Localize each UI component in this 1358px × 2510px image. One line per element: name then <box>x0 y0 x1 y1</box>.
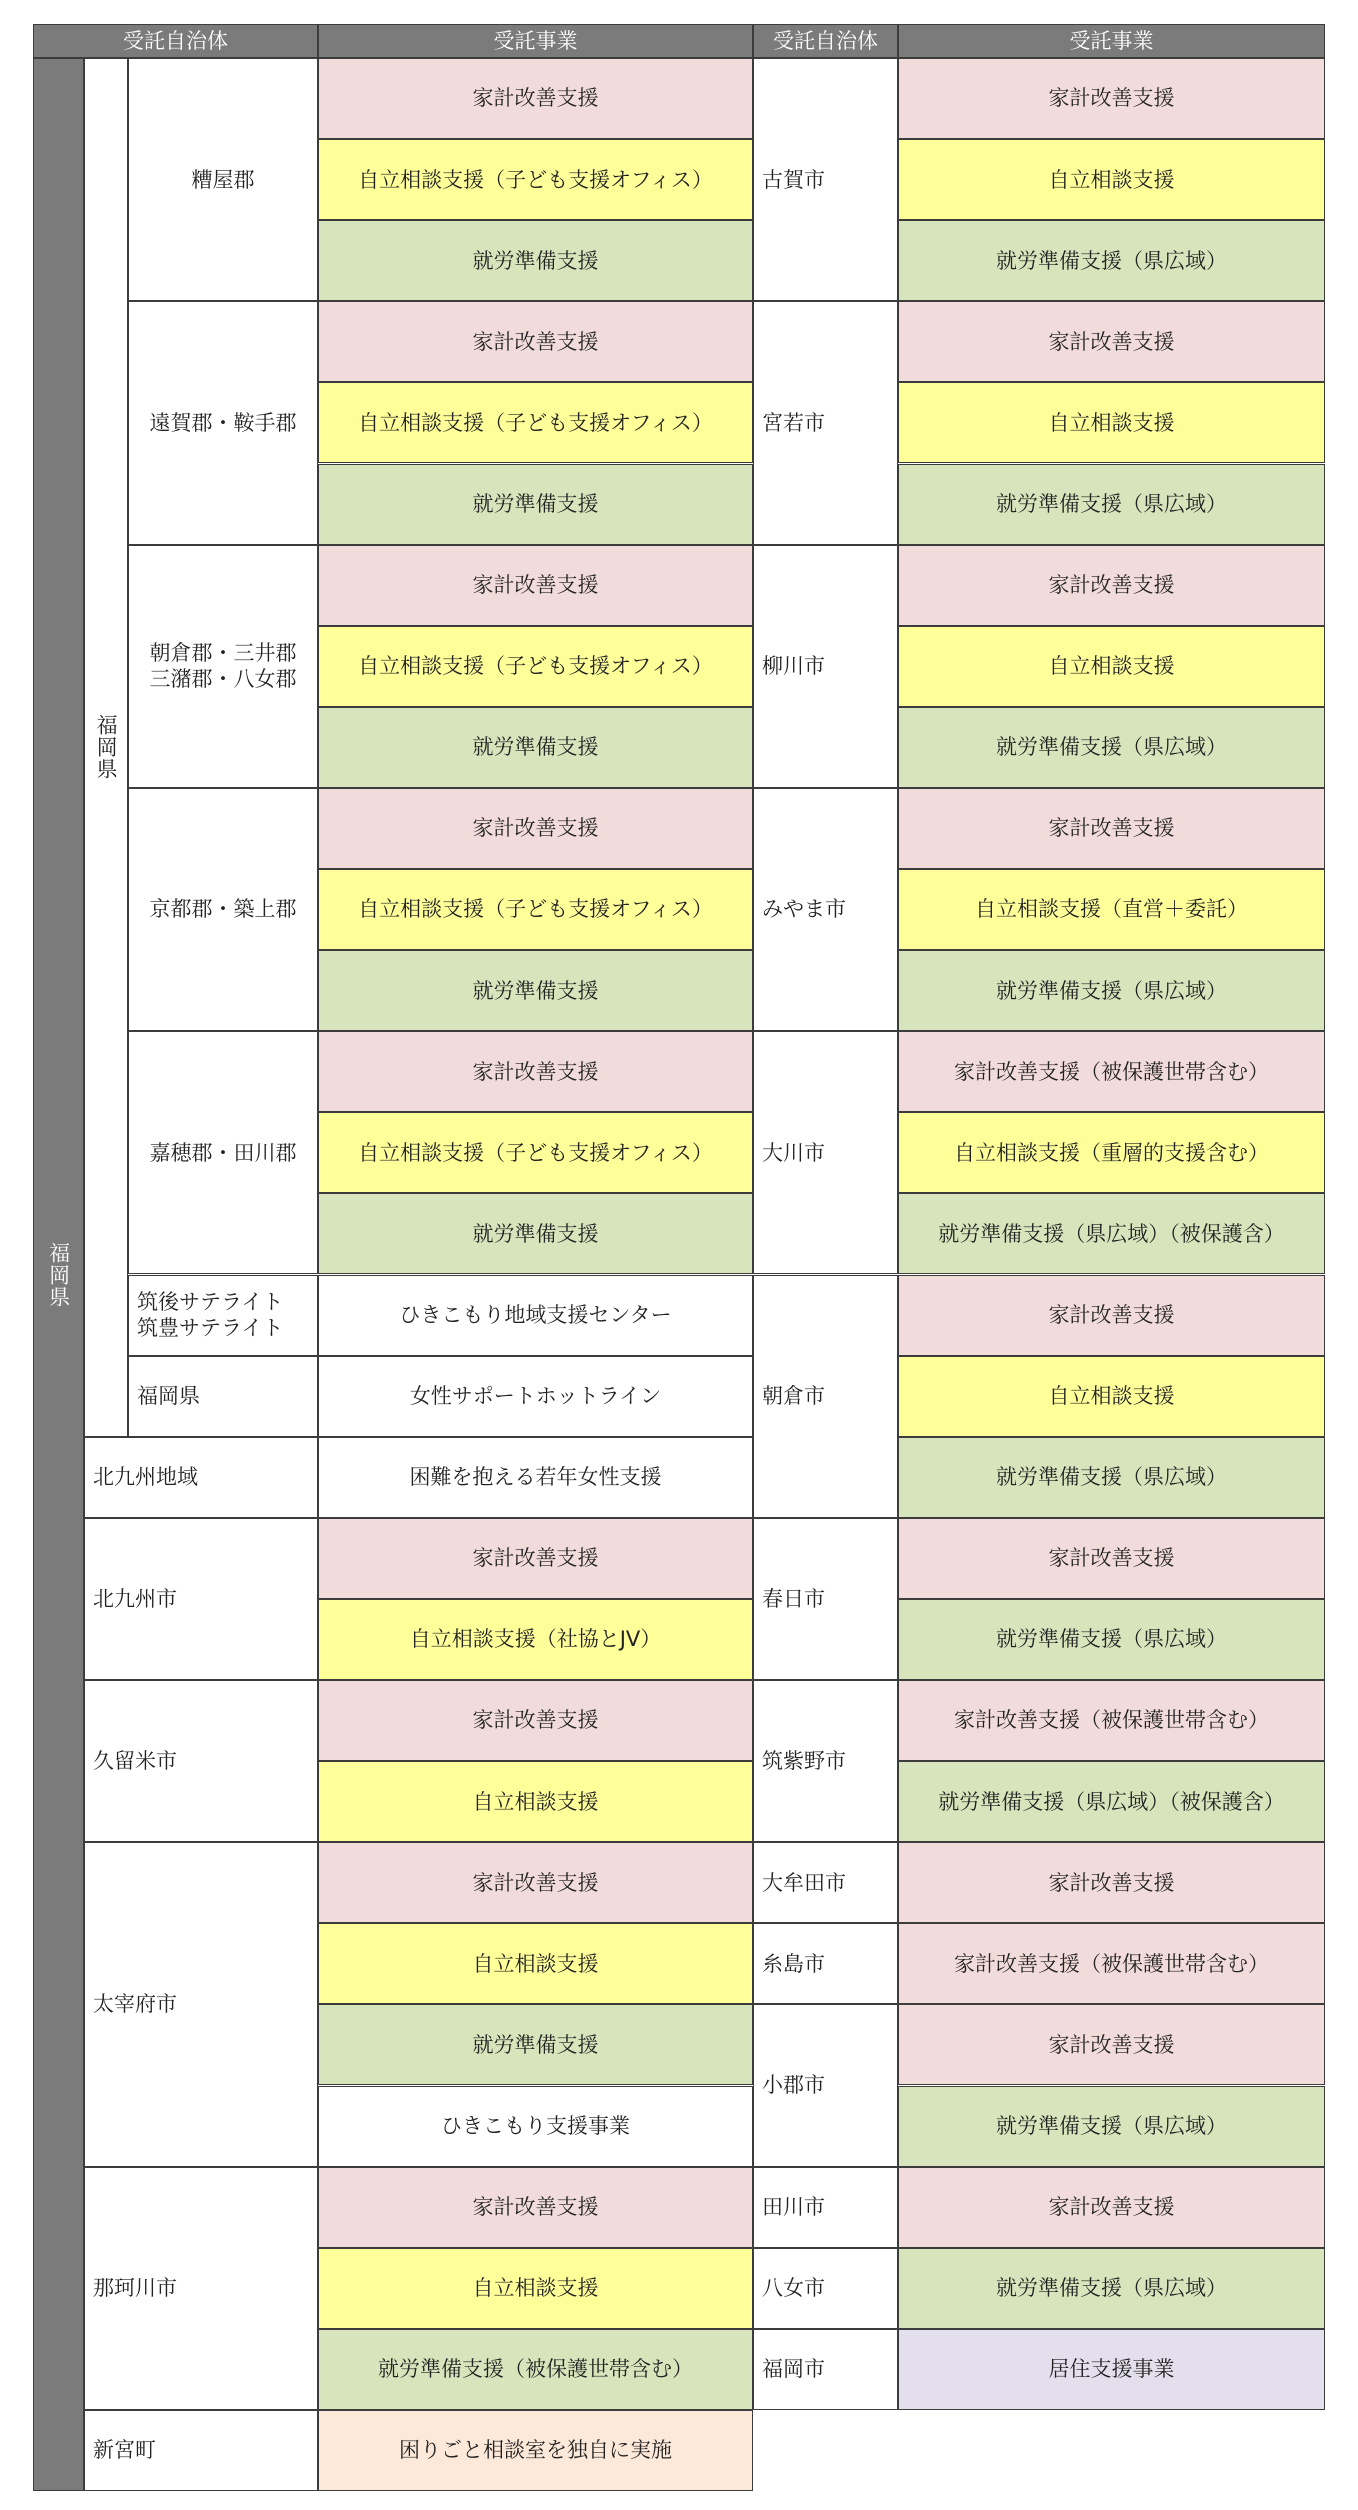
right_groups-municipality-11 <box>753 2167 898 2248</box>
left_groups-service-10-2 <box>318 2004 753 2085</box>
left_groups-service-12-0 <box>318 2410 753 2491</box>
right_groups-service-0-1-text: 自立相談支援 <box>1048 167 1175 192</box>
right_groups-service-8-0 <box>898 1842 1325 1923</box>
right_groups-service-1-2-text: 就労準備支援（県広域） <box>996 491 1227 516</box>
left_groups-service-1-0 <box>318 301 753 382</box>
right_groups-service-8-0-text: 家計改善支援 <box>1048 1870 1175 1895</box>
left_groups-service-4-2-text: 就労準備支援 <box>472 1221 599 1246</box>
left_groups-service-0-0 <box>318 58 753 139</box>
left_groups-service-2-2-text: 就労準備支援 <box>472 735 599 760</box>
right_groups-municipality-4-text: 大川市 <box>762 1140 825 1165</box>
left_groups-municipality-0-text: 糟屋郡 <box>191 167 255 192</box>
right_groups-service-1-0 <box>898 301 1325 382</box>
left_groups-service-8-0-text: 家計改善支援 <box>472 1546 599 1571</box>
left_groups-service-10-0 <box>318 1842 753 1923</box>
left_groups-service-4-1-text: 自立相談支援（子ども支援オフィス） <box>358 1140 713 1165</box>
left_groups-municipality-7-text: 北九州地域 <box>93 1465 198 1490</box>
left_groups-municipality-1 <box>128 301 318 544</box>
right_groups-municipality-9 <box>753 1923 898 2004</box>
left_groups-service-0-1 <box>318 139 753 220</box>
left_groups-service-2-0 <box>318 545 753 626</box>
left_groups-service-6-0 <box>318 1356 753 1437</box>
left_groups-municipality-1-text: 遠賀郡・鞍手郡 <box>149 410 297 435</box>
right_groups-service-3-1 <box>898 869 1325 950</box>
left_groups-service-11-0 <box>318 2167 753 2248</box>
left_groups-service-9-0 <box>318 1680 753 1761</box>
right_groups-service-7-0-text: 家計改善支援（被保護世帯含む） <box>954 1708 1269 1733</box>
left_groups-municipality-3-text: 京都郡・築上郡 <box>149 897 297 922</box>
right_groups-service-6-0-text: 家計改善支援 <box>1048 1546 1175 1571</box>
right_groups-service-7-0 <box>898 1680 1325 1761</box>
left_groups-service-3-0 <box>318 788 753 869</box>
right_groups-municipality-7-text: 筑紫野市 <box>762 1748 846 1773</box>
right_groups-service-10-1 <box>898 2086 1325 2167</box>
right_groups-service-2-1 <box>898 626 1325 707</box>
right_groups-service-3-2-text: 就労準備支援（県広域） <box>996 978 1227 1003</box>
header-right-municipality: 受託自治体 <box>753 24 898 58</box>
left_groups-municipality-6-text: 福岡県 <box>137 1384 200 1409</box>
right_groups-service-9-0 <box>898 1923 1325 2004</box>
right_groups-municipality-9-text: 糸島市 <box>762 1951 825 1976</box>
right_groups-service-5-0-text: 家計改善支援 <box>1048 1302 1175 1327</box>
left_groups-municipality-8-text: 北九州市 <box>93 1586 177 1611</box>
right_groups-service-3-0-text: 家計改善支援 <box>1048 816 1175 841</box>
left_groups-service-8-0 <box>318 1518 753 1599</box>
right_groups-service-10-0 <box>898 2004 1325 2085</box>
left_groups-service-11-2-text: 就労準備支援（被保護世帯含む） <box>378 2357 693 2382</box>
right_groups-service-1-1 <box>898 382 1325 463</box>
right_groups-service-4-1-text: 自立相談支援（重層的支援含む） <box>954 1140 1269 1165</box>
right_groups-municipality-3-text: みやま市 <box>762 897 846 922</box>
right_groups-service-2-0 <box>898 545 1325 626</box>
right_groups-municipality-13-text: 福岡市 <box>762 2357 825 2382</box>
right_groups-service-0-2-text: 就労準備支援（県広域） <box>996 248 1227 273</box>
right_groups-service-6-1-text: 就労準備支援（県広域） <box>996 1627 1227 1652</box>
left_groups-municipality-2-text: 朝倉郡・三井郡 三潴郡・八女郡 <box>149 640 297 692</box>
left_groups-municipality-5 <box>128 1275 318 1356</box>
right_groups-municipality-2-text: 柳川市 <box>762 654 825 679</box>
left_groups-municipality-9 <box>84 1680 318 1842</box>
right_groups-service-5-2-text: 就労準備支援（県広域） <box>996 1465 1227 1490</box>
right_groups-municipality-5 <box>753 1275 898 1518</box>
left_groups-service-9-1 <box>318 1761 753 1842</box>
left_groups-municipality-4 <box>128 1031 318 1274</box>
left_groups-service-0-1-text: 自立相談支援（子ども支援オフィス） <box>358 167 713 192</box>
right_groups-service-13-0 <box>898 2329 1325 2410</box>
right_groups-service-9-0-text: 家計改善支援（被保護世帯含む） <box>954 1951 1269 1976</box>
right_groups-service-4-1 <box>898 1112 1325 1193</box>
left_groups-service-6-0-text: 女性サポートホットライン <box>409 1384 662 1409</box>
left_groups-service-0-2-text: 就労準備支援 <box>472 248 599 273</box>
right_groups-municipality-12-text: 八女市 <box>762 2276 825 2301</box>
right_groups-service-4-2 <box>898 1193 1325 1274</box>
right_groups-service-4-0 <box>898 1031 1325 1112</box>
right_groups-municipality-0-text: 古賀市 <box>762 167 825 192</box>
left_groups-municipality-6 <box>128 1356 318 1437</box>
left_groups-service-8-1 <box>318 1599 753 1680</box>
right_groups-service-11-0 <box>898 2167 1325 2248</box>
right_groups-service-2-2 <box>898 707 1325 788</box>
left_groups-municipality-12 <box>84 2410 318 2491</box>
left_groups-service-3-1-text: 自立相談支援（子ども支援オフィス） <box>358 897 713 922</box>
right_groups-service-3-1-text: 自立相談支援（直営＋委託） <box>975 897 1248 922</box>
left_groups-service-2-0-text: 家計改善支援 <box>472 573 599 598</box>
left_groups-service-2-1-text: 自立相談支援（子ども支援オフィス） <box>358 654 713 679</box>
right_groups-municipality-8-text: 大牟田市 <box>762 1870 846 1895</box>
left_groups-service-2-2 <box>318 707 753 788</box>
left_groups-service-9-1-text: 自立相談支援 <box>472 1789 599 1814</box>
left_groups-service-11-1-text: 自立相談支援 <box>472 2276 599 2301</box>
prefecture-outer-label: 福岡県 <box>33 58 84 2491</box>
right_groups-service-4-2-text: 就労準備支援（県広域）（被保護含） <box>938 1221 1285 1246</box>
left_groups-service-2-1 <box>318 626 753 707</box>
right_groups-municipality-4 <box>753 1031 898 1274</box>
left_groups-service-11-0-text: 家計改善支援 <box>472 2195 599 2220</box>
left_groups-service-5-0-text: ひきこもり地域支援センター <box>399 1302 672 1327</box>
right_groups-service-5-1-text: 自立相談支援 <box>1048 1384 1175 1409</box>
right_groups-service-10-1-text: 就労準備支援（県広域） <box>996 2113 1227 2138</box>
right_groups-municipality-6-text: 春日市 <box>762 1586 825 1611</box>
right_groups-service-13-0-text: 居住支援事業 <box>1048 2357 1175 2382</box>
left_groups-service-1-2-text: 就労準備支援 <box>472 491 599 516</box>
right_groups-service-7-1 <box>898 1761 1325 1842</box>
left_groups-municipality-11 <box>84 2167 318 2410</box>
right_groups-service-4-0-text: 家計改善支援（被保護世帯含む） <box>954 1059 1269 1084</box>
right_groups-municipality-10 <box>753 2004 898 2166</box>
right_groups-service-2-1-text: 自立相談支援 <box>1048 654 1175 679</box>
right_groups-service-5-2 <box>898 1437 1325 1518</box>
left_groups-service-4-1 <box>318 1112 753 1193</box>
right_groups-municipality-6 <box>753 1518 898 1680</box>
right_groups-service-0-2 <box>898 220 1325 301</box>
right_groups-municipality-5-text: 朝倉市 <box>762 1384 825 1409</box>
right_groups-municipality-13 <box>753 2329 898 2410</box>
right_groups-service-0-0 <box>898 58 1325 139</box>
left_groups-service-5-0 <box>318 1275 753 1356</box>
right_groups-service-3-0 <box>898 788 1325 869</box>
left_groups-service-3-0-text: 家計改善支援 <box>472 816 599 841</box>
right_groups-service-6-1 <box>898 1599 1325 1680</box>
right_groups-municipality-11-text: 田川市 <box>762 2195 825 2220</box>
left_groups-service-0-2 <box>318 220 753 301</box>
left_groups-service-10-1 <box>318 1923 753 2004</box>
left_groups-municipality-12-text: 新宮町 <box>93 2438 156 2463</box>
left_groups-service-4-0-text: 家計改善支援 <box>472 1059 599 1084</box>
header-left-service: 受託事業 <box>318 24 753 58</box>
right_groups-service-12-0 <box>898 2248 1325 2329</box>
right_groups-service-0-0-text: 家計改善支援 <box>1048 86 1175 111</box>
left_groups-municipality-7 <box>84 1437 318 1518</box>
left_groups-service-11-1 <box>318 2248 753 2329</box>
right_groups-service-2-2-text: 就労準備支援（県広域） <box>996 735 1227 760</box>
left_groups-municipality-0 <box>128 58 318 301</box>
left_groups-service-10-0-text: 家計改善支援 <box>472 1870 599 1895</box>
right_groups-service-12-0-text: 就労準備支援（県広域） <box>996 2276 1227 2301</box>
right_groups-service-5-0 <box>898 1275 1325 1356</box>
right_groups-service-10-0-text: 家計改善支援 <box>1048 2032 1175 2057</box>
right_groups-municipality-1-text: 宮若市 <box>762 410 825 435</box>
left_groups-service-4-2 <box>318 1193 753 1274</box>
right_groups-municipality-1 <box>753 301 898 544</box>
right_groups-municipality-8 <box>753 1842 898 1923</box>
left_groups-service-10-2-text: 就労準備支援 <box>472 2032 599 2057</box>
right_groups-municipality-7 <box>753 1680 898 1842</box>
left_groups-service-4-0 <box>318 1031 753 1112</box>
left_groups-service-12-0-text: 困りごと相談室を独自に実施 <box>399 2438 672 2463</box>
left_groups-service-0-0-text: 家計改善支援 <box>472 86 599 111</box>
left_groups-municipality-10-text: 太宰府市 <box>93 1992 177 2017</box>
header-right-service: 受託事業 <box>898 24 1325 58</box>
left_groups-service-10-3 <box>318 2086 753 2167</box>
right_groups-municipality-3 <box>753 788 898 1031</box>
right_groups-service-3-2 <box>898 950 1325 1031</box>
right_groups-municipality-10-text: 小郡市 <box>762 2073 825 2098</box>
left_groups-municipality-2 <box>128 545 318 788</box>
left_groups-service-7-0-text: 困難を抱える若年女性支援 <box>409 1465 662 1490</box>
right_groups-service-1-1-text: 自立相談支援 <box>1048 410 1175 435</box>
left_groups-service-3-2 <box>318 950 753 1031</box>
right_groups-service-11-0-text: 家計改善支援 <box>1048 2195 1175 2220</box>
right_groups-service-1-2 <box>898 464 1325 545</box>
right_groups-service-5-1 <box>898 1356 1325 1437</box>
header-left-municipality: 受託自治体 <box>33 24 318 58</box>
left_groups-service-8-1-text: 自立相談支援（社協とJV） <box>409 1627 662 1652</box>
left_groups-municipality-9-text: 久留米市 <box>93 1748 177 1773</box>
right_groups-service-2-0-text: 家計改善支援 <box>1048 573 1175 598</box>
prefecture-inner-label: 福岡県 <box>84 58 128 1437</box>
left_groups-municipality-3 <box>128 788 318 1031</box>
right_groups-service-6-0 <box>898 1518 1325 1599</box>
left_groups-municipality-5-text: 筑後サテライト 筑豊サテライト <box>137 1289 284 1341</box>
left_groups-service-1-1 <box>318 382 753 463</box>
left_groups-service-7-0 <box>318 1437 753 1518</box>
right_groups-service-1-0-text: 家計改善支援 <box>1048 329 1175 354</box>
right_groups-municipality-12 <box>753 2248 898 2329</box>
left_groups-service-1-1-text: 自立相談支援（子ども支援オフィス） <box>358 410 713 435</box>
left_groups-municipality-10 <box>84 1842 318 2166</box>
left_groups-service-1-0-text: 家計改善支援 <box>472 329 599 354</box>
right_groups-service-7-1-text: 就労準備支援（県広域）（被保護含） <box>938 1789 1285 1814</box>
left_groups-service-11-2 <box>318 2329 753 2410</box>
left_groups-service-10-3-text: ひきこもり支援事業 <box>441 2113 630 2138</box>
left_groups-municipality-8 <box>84 1518 318 1680</box>
right_groups-municipality-0 <box>753 58 898 301</box>
left_groups-service-1-2 <box>318 464 753 545</box>
right_groups-service-0-1 <box>898 139 1325 220</box>
right_groups-municipality-2 <box>753 545 898 788</box>
left_groups-service-3-1 <box>318 869 753 950</box>
left_groups-service-9-0-text: 家計改善支援 <box>472 1708 599 1733</box>
left_groups-service-3-2-text: 就労準備支援 <box>472 978 599 1003</box>
left_groups-municipality-11-text: 那珂川市 <box>93 2276 177 2301</box>
left_groups-service-10-1-text: 自立相談支援 <box>472 1951 599 1976</box>
left_groups-municipality-4-text: 嘉穂郡・田川郡 <box>149 1140 297 1165</box>
